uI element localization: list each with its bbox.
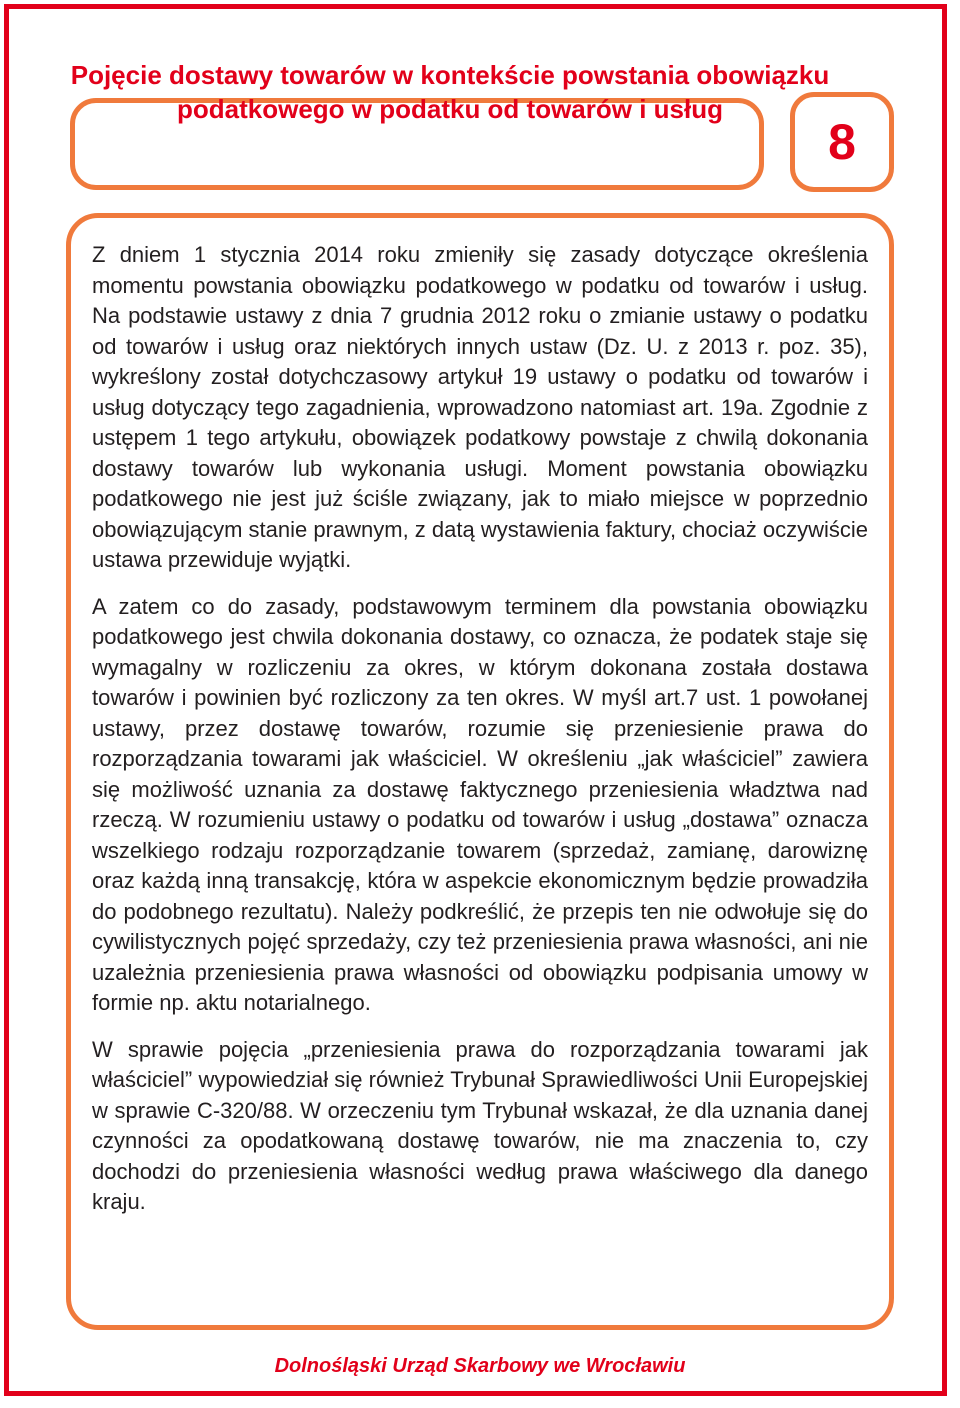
paragraph-1: Z dniem 1 stycznia 2014 roku zmieniły się zasady dotyczące określenia momentu powstania obowiązku podatkowego w podatku od towarów i usług. Na podstawie ustawy z dnia 7 grudnia 2012 roku o zmianie ustawy o podatku od towarów i usług oraz niektórych innych ustaw (Dz. U. z 2013 r. poz. 35), wykreślony został dotychczasowy artykuł 19 ustawy o podatku od towarów i usług dotyczący tego zagadnienia, wprowadzono natomiast art. 19a. Zgodnie z ustępem 1 tego artykułu, obowiązek podatkowy powstaje z chwilą dokonania dostawy towarów lub wykonania usługi. Moment powstania obowiązku podatkowego nie jest już ściśle związany, jak to miało miejsce w poprzednio obowiązującym stanie prawnym, z datą wystawienia faktury, chociaż oczywiście ustawa przewiduje wyjątki. xyxy=(92,242,869,572)
paragraph-3: W sprawie pojęcia „przeniesienia prawa do rozporządzania towarami jak właściciel” wypowiedział się również Trybunał Sprawiedliwości Unii Europejskiej w sprawie C-320/88. W orzeczeniu tym Trybunał wskazał, że dla uznania danej czynności za opodatkowaną dostawę towarów, nie ma znaczenia to, czy dochodzi do przeniesienia własności według prawa właściwego dla danego kraju. xyxy=(92,1036,868,1214)
page-title: Pojęcie dostawy towarów w kontekście powstania obowiązku podatkowego w podatku od towarów i usług xyxy=(70,60,830,124)
paragraph-2: A zatem co do zasady, podstawowym terminem dla powstania obowiązku podatkowego jest chwila dokonania dostawy, co oznacza, że podatek staje się wymagalny w rozliczeniu za okres, w którym dokonana została dostawa towarów i powinien być rozliczony za ten okres. W myśl art.7 ust. 1 powołanej ustawy, przez dostawę towarów, rozumie się przeniesienie prawa do rozporządzania towarami jak właściciel. W określeniu „jak właściciel” zawiera się możliwość uznania za dostawę faktycznego przeniesienia władztwa nad rzeczą. W rozumieniu ustawy o podatku od towarów i usług „dostawa” oznacza wszelkiego rodzaju rozporządzanie towarem (sprzedaż, zamianę, darowiznę oraz każdą inną transakcję, która w aspekcie ekonomicznym będzie prowadziła do podobnego rezultatu). Należy podkreślić, że przepis ten nie odwołuje się do cywilistycznych pojęć sprzedaży, czy też przeniesienia prawa własności, ani nie uzależnia przeniesienia prawa własności od obowiązku podpisania umowy w formie np. aktu notarialnego. xyxy=(92,593,868,1015)
article-body xyxy=(92,240,868,1218)
chapter-number: 8 xyxy=(790,92,894,192)
footer-office-name: Dolnośląski Urząd Skarbowy we Wrocławiu xyxy=(274,1355,686,1377)
